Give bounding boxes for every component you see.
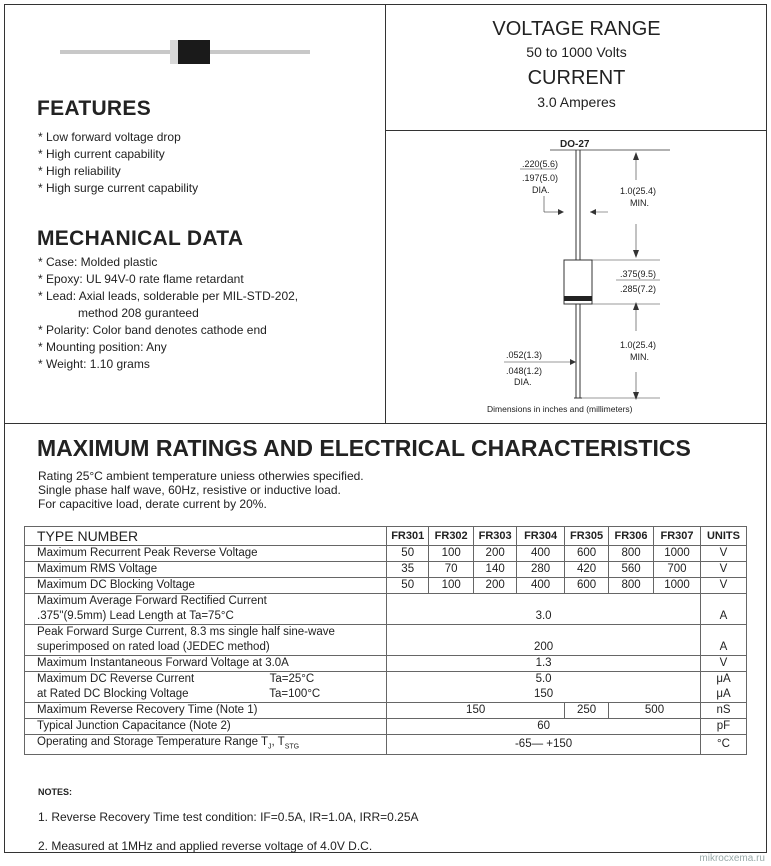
package-drawing bbox=[480, 136, 690, 421]
ratings-table bbox=[24, 526, 747, 755]
dim-lead-length-top: 1.0(25.4) bbox=[620, 186, 657, 196]
row-condition: Ta=25°C bbox=[269, 673, 315, 685]
table-cell: 200 bbox=[387, 640, 701, 656]
note-item: 2. Measured at 1MHz and applied reverse voltage of 4.0V D.C. bbox=[38, 839, 373, 853]
row-label: Maximum RMS Voltage bbox=[25, 562, 387, 578]
header-fr304: FR304 bbox=[517, 527, 565, 546]
table-cell: 400 bbox=[517, 578, 565, 594]
table-cell: 140 bbox=[474, 562, 517, 578]
mechanical-data-title: MECHANICAL DATA bbox=[37, 227, 244, 250]
unit-cell: V bbox=[700, 546, 746, 562]
row-condition: Ta=100°C bbox=[269, 688, 321, 700]
header-fr303: FR303 bbox=[474, 527, 517, 546]
table-cell: 200 bbox=[474, 546, 517, 562]
header-units: UNITS bbox=[700, 527, 746, 546]
features-list bbox=[38, 129, 198, 197]
diode-cathode-band bbox=[170, 40, 178, 64]
voltage-range-title: VOLTAGE RANGE bbox=[492, 18, 661, 40]
table-row bbox=[25, 719, 747, 735]
header-fr305: FR305 bbox=[565, 527, 609, 546]
dim-body-dia-min: .197(5.0) bbox=[522, 173, 559, 183]
condition-line: For capacitive load, derate current by 20%. bbox=[38, 497, 267, 511]
table-row bbox=[25, 594, 747, 610]
table-cell: 70 bbox=[429, 562, 474, 578]
table-cell: 700 bbox=[654, 562, 701, 578]
table-cell: 800 bbox=[609, 578, 654, 594]
table-cell: 560 bbox=[609, 562, 654, 578]
mechanical-item: method 208 guranteed bbox=[38, 306, 199, 320]
mechanical-item: * Epoxy: UL 94V-0 rate flame retardant bbox=[38, 272, 244, 286]
unit-cell: μA bbox=[700, 687, 746, 703]
rating-conditions bbox=[38, 469, 364, 511]
row-label: Maximum Instantaneous Forward Voltage at 3.0A bbox=[25, 656, 387, 672]
mechanical-item: * Case: Molded plastic bbox=[38, 255, 158, 269]
table-cell: 500 bbox=[609, 703, 701, 719]
condition-line: Single phase half wave, 60Hz, resistive or inductive load. bbox=[38, 483, 341, 497]
mechanical-data-list bbox=[38, 254, 298, 373]
note-item: 1. Reverse Recovery Time test condition: IF=0.5A, IR=1.0A, IRR=0.25A bbox=[38, 810, 419, 824]
horizontal-divider bbox=[386, 130, 767, 131]
table-row bbox=[25, 625, 747, 641]
row-label: Maximum Reverse Recovery Time (Note 1) bbox=[25, 703, 387, 719]
row-label-subscript: J bbox=[268, 743, 272, 751]
row-label-subscript: STG bbox=[284, 743, 300, 751]
row-label: Peak Forward Surge Current, 8.3 ms single half sine-wave bbox=[25, 625, 387, 641]
row-label: Maximum Average Forward Rectified Current bbox=[25, 594, 387, 610]
table-cell: 50 bbox=[387, 578, 429, 594]
table-cell: 100 bbox=[429, 578, 474, 594]
unit-cell: A bbox=[700, 640, 746, 656]
condition-line: Rating 25°C ambient temperature uniess otherwies specified. bbox=[38, 469, 364, 483]
table-cell: 1.3 bbox=[387, 656, 701, 672]
header-fr306: FR306 bbox=[609, 527, 654, 546]
table-cell: 1000 bbox=[654, 546, 701, 562]
mechanical-item: * Lead: Axial leads, solderable per MIL-STD-202, bbox=[38, 289, 299, 303]
unit-cell: °C bbox=[700, 735, 746, 755]
current-title: CURRENT bbox=[527, 67, 626, 89]
header-type-number: TYPE NUMBER bbox=[25, 527, 387, 546]
table-cell: 5.0 bbox=[387, 672, 701, 688]
unit-cell: V bbox=[700, 578, 746, 594]
mechanical-item: * Weight: 1.10 grams bbox=[38, 357, 150, 371]
features-item: * High surge current capability bbox=[38, 181, 199, 195]
features-item: * High reliability bbox=[38, 164, 121, 178]
header-fr301: FR301 bbox=[387, 527, 429, 546]
empty-cell bbox=[387, 625, 701, 641]
dim-lead-dia-min: .048(1.2) bbox=[506, 366, 543, 376]
table-cell: 200 bbox=[474, 578, 517, 594]
unit-cell: A bbox=[700, 609, 746, 625]
dim-body-length-max: .375(9.5) bbox=[620, 269, 657, 279]
table-cell: 100 bbox=[429, 546, 474, 562]
empty-cell bbox=[387, 594, 701, 610]
table-cell: 800 bbox=[609, 546, 654, 562]
table-cell: 600 bbox=[565, 578, 609, 594]
dim-lead-length-top-min: MIN. bbox=[630, 198, 649, 208]
table-cell: -65— +150 bbox=[387, 735, 701, 755]
voltage-range-value: 50 to 1000 Volts bbox=[526, 44, 627, 60]
table-cell: 50 bbox=[387, 546, 429, 562]
notes-section bbox=[38, 787, 419, 853]
table-row bbox=[25, 687, 747, 703]
max-ratings-title: MAXIMUM RATINGS AND ELECTRICAL CHARACTERISTICS bbox=[37, 435, 691, 461]
row-label-text: , T bbox=[271, 736, 285, 748]
features-item: * Low forward voltage drop bbox=[38, 130, 181, 144]
table-row bbox=[25, 656, 747, 672]
row-label: superimposed on rated load (JEDEC method) bbox=[25, 640, 387, 656]
table-cell: 150 bbox=[387, 687, 701, 703]
do27-outline-svg bbox=[480, 136, 690, 421]
features-title: FEATURES bbox=[37, 97, 152, 120]
unit-cell: pF bbox=[700, 719, 746, 735]
table-cell: 250 bbox=[565, 703, 609, 719]
mechanical-item: * Polarity: Color band denotes cathode end bbox=[38, 323, 267, 337]
unit-cell: μA bbox=[700, 672, 746, 688]
row-label-text: at Rated DC Blocking Voltage bbox=[37, 688, 189, 700]
table-row bbox=[25, 672, 747, 688]
dim-body-dia-max: .220(5.6) bbox=[522, 159, 559, 169]
table-row bbox=[25, 546, 747, 562]
row-label bbox=[25, 735, 387, 755]
row-label bbox=[25, 687, 387, 703]
table-cell: 150 bbox=[387, 703, 565, 719]
row-label bbox=[25, 672, 387, 688]
table-cell: 420 bbox=[565, 562, 609, 578]
table-cell: 280 bbox=[517, 562, 565, 578]
row-label: Maximum DC Blocking Voltage bbox=[25, 578, 387, 594]
notes-title: NOTES: bbox=[38, 787, 73, 797]
unit-cell: V bbox=[700, 562, 746, 578]
table-cell: 60 bbox=[387, 719, 701, 735]
dim-body-length-min: .285(7.2) bbox=[620, 284, 657, 294]
features-item: * High current capability bbox=[38, 147, 165, 161]
unit-cell: V bbox=[700, 656, 746, 672]
row-label-text: Maximum DC Reverse Current bbox=[37, 673, 195, 685]
dim-lead-length-bottom-min: MIN. bbox=[630, 352, 649, 362]
dim-lead-length-bottom: 1.0(25.4) bbox=[620, 340, 657, 350]
mechanical-item: * Mounting position: Any bbox=[38, 340, 167, 354]
dimensions-footnote: Dimensions in inches and (millimeters) bbox=[487, 404, 633, 414]
table-header-row bbox=[25, 527, 747, 546]
table-row bbox=[25, 735, 747, 755]
watermark: mikrocxema.ru bbox=[699, 853, 765, 864]
row-label-text: Operating and Storage Temperature Range T bbox=[37, 736, 268, 748]
row-label: Typical Junction Capacitance (Note 2) bbox=[25, 719, 387, 735]
row-label: .375"(9.5mm) Lead Length at Ta=75°C bbox=[25, 609, 387, 625]
table-cell: 400 bbox=[517, 546, 565, 562]
table-cell: 35 bbox=[387, 562, 429, 578]
table-cell: 3.0 bbox=[387, 609, 701, 625]
table-row bbox=[25, 640, 747, 656]
table-row bbox=[25, 609, 747, 625]
package-name: DO-27 bbox=[560, 139, 590, 150]
table-row bbox=[25, 703, 747, 719]
header-fr307: FR307 bbox=[654, 527, 701, 546]
current-value: 3.0 Amperes bbox=[537, 94, 616, 110]
table-row bbox=[25, 562, 747, 578]
table-row bbox=[25, 578, 747, 594]
unit-cell: nS bbox=[700, 703, 746, 719]
table-cell: 600 bbox=[565, 546, 609, 562]
row-label: Maximum Recurrent Peak Reverse Voltage bbox=[25, 546, 387, 562]
header-fr302: FR302 bbox=[429, 527, 474, 546]
empty-cell bbox=[700, 594, 746, 610]
empty-cell bbox=[700, 625, 746, 641]
table-cell: 1000 bbox=[654, 578, 701, 594]
dim-lead-dia-label: DIA. bbox=[514, 377, 532, 387]
dim-lead-dia-max: .052(1.3) bbox=[506, 350, 543, 360]
dim-body-dia-label: DIA. bbox=[532, 185, 550, 195]
